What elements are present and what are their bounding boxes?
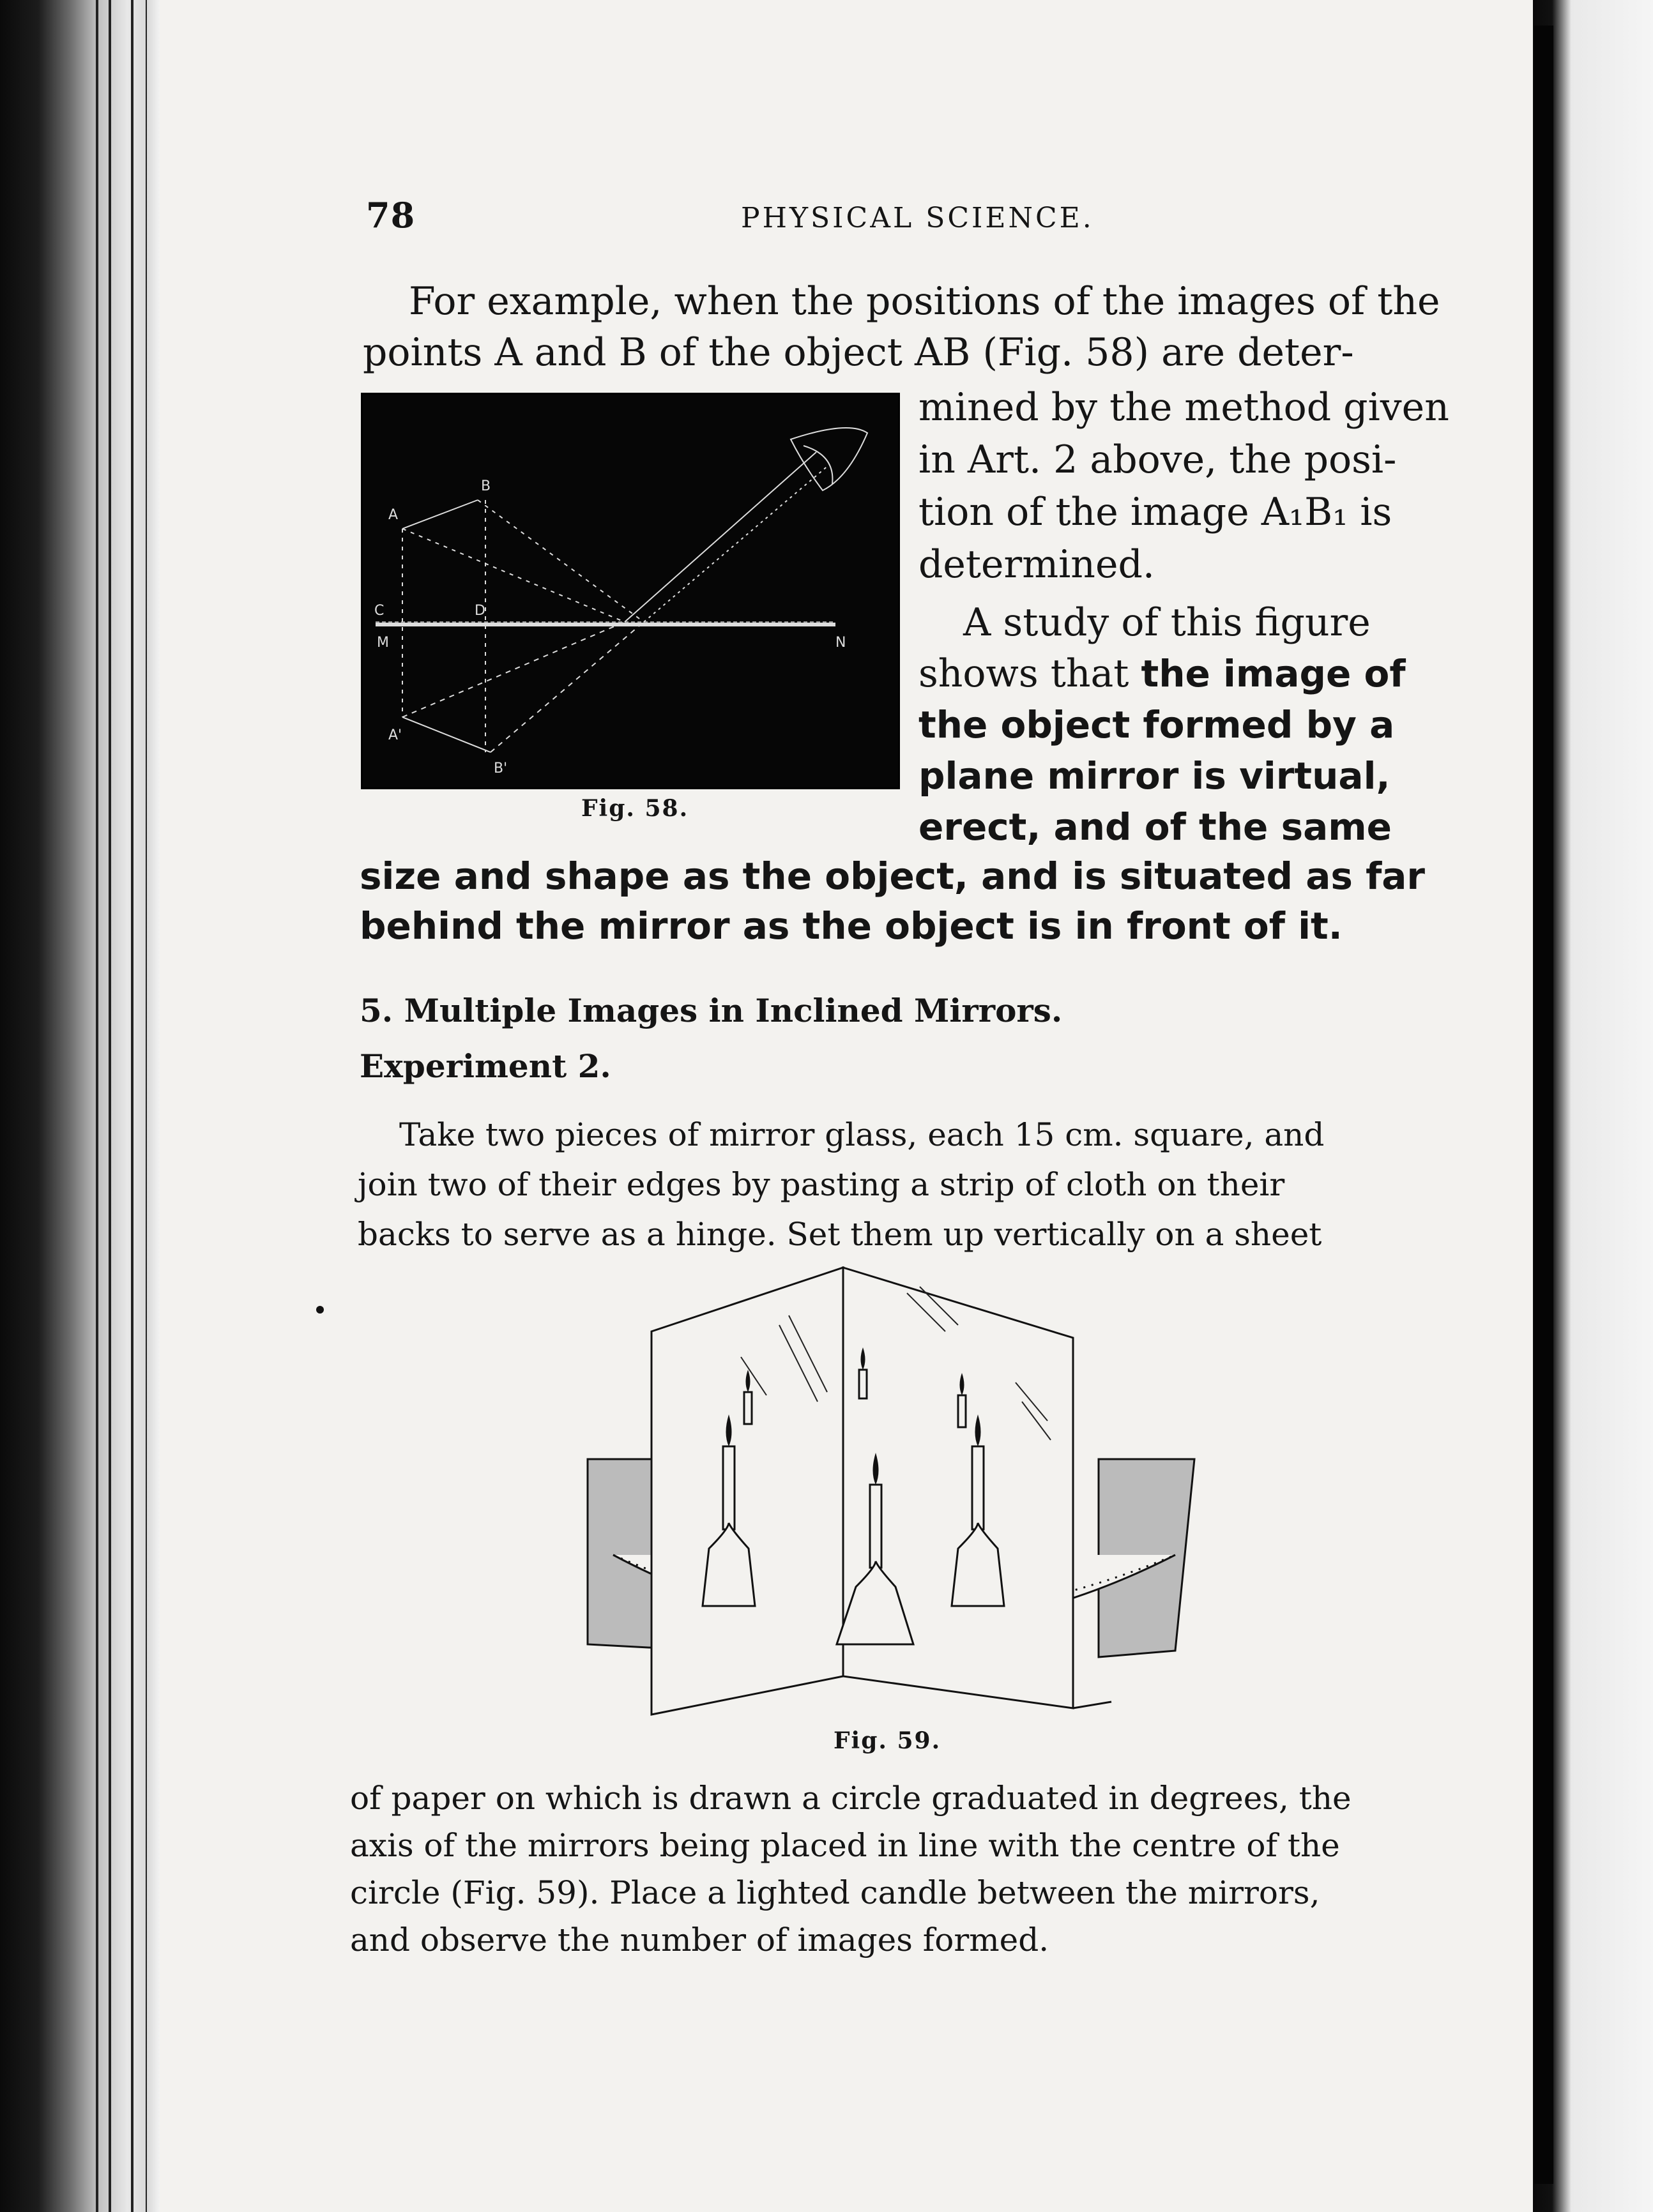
figure-58-caption: Fig. 58. [581, 795, 689, 822]
closing-paragraph [350, 1775, 1423, 1964]
text-line: axis of the mirrors being placed in line with the centre of the [350, 1827, 1340, 1864]
experiment-paragraph [358, 1110, 1421, 1259]
bold-text: the image of [1141, 652, 1406, 695]
text-line: Take two pieces of mirror glass, each 15 cm. square, and [399, 1116, 1325, 1153]
fig58-label-A: A [388, 507, 399, 523]
text-line: in Art. 2 above, the posi- [918, 437, 1397, 482]
text-line: circle (Fig. 59). Place a lighted candle between the mirrors, [350, 1874, 1320, 1911]
gutter-line [109, 0, 111, 2212]
bold-text-line: size and shape as the object, and is situated as far [360, 854, 1426, 898]
text-line: A study of this figure [963, 600, 1371, 645]
bold-text-line: behind the mirror as the object is in front of it. [360, 904, 1343, 948]
text-line: mined by the method given [918, 385, 1449, 430]
paragraph-1-wrap [918, 381, 1449, 591]
book-gutter-left [0, 0, 160, 2212]
text-line: For example, when the positions of the images of the [409, 279, 1440, 324]
fig58-label-A1: A' [388, 727, 402, 743]
gutter-line [146, 0, 147, 2212]
fig58-label-B: B [481, 478, 491, 494]
figure-59-inclined-mirrors [575, 1255, 1201, 1721]
figure-58-svg [363, 395, 898, 787]
text-line: backs to serve as a hinge. Set them up vertically on a sheet [358, 1216, 1322, 1253]
bold-text-line: the object formed by a [918, 703, 1395, 746]
bold-text-line: plane mirror is virtual, [918, 754, 1390, 798]
fig58-label-N: N [835, 635, 846, 651]
figure-59-caption: Fig. 59. [834, 1727, 941, 1754]
text-line: and observe the number of images formed. [350, 1921, 1049, 1958]
paragraph-1-line2 [363, 327, 1418, 378]
gutter-line [96, 0, 98, 2212]
text-line: points A and B of the object AB (Fig. 58) are deter- [363, 330, 1354, 375]
fig58-label-D: D [475, 603, 485, 619]
paragraph-2-wrap [918, 597, 1423, 852]
section-heading: 5. Multiple Images in Inclined Mirrors. [360, 992, 1063, 1029]
edge-band [1534, 26, 1553, 2184]
paragraph-2-full [360, 851, 1426, 951]
bold-text-line: erect, and of the same [918, 805, 1392, 849]
fig58-label-M: M [377, 635, 389, 651]
page-number: 78 [366, 195, 416, 236]
book-edge-right [1533, 0, 1653, 2212]
fig58-label-C: C [374, 603, 385, 619]
gutter-line [131, 0, 133, 2212]
figure-58-mirror-diagram [361, 393, 900, 789]
running-head: PHYSICAL SCIENCE. [741, 202, 1094, 234]
figure-59-svg [575, 1255, 1201, 1721]
text-line: of paper on which is drawn a circle graduated in degrees, the [350, 1780, 1352, 1817]
ink-speck [316, 1306, 324, 1314]
text-line: tion of the image A₁B₁ is [918, 490, 1392, 534]
text-line [918, 648, 1423, 699]
fig58-label-B1: B' [494, 761, 508, 776]
text-line: join two of their edges by pasting a strip of cloth on their [358, 1166, 1285, 1203]
text-line: determined. [918, 542, 1155, 587]
paragraph-1-top [409, 276, 1440, 327]
text-fragment: shows that [918, 651, 1129, 696]
experiment-heading: Experiment 2. [360, 1047, 611, 1085]
